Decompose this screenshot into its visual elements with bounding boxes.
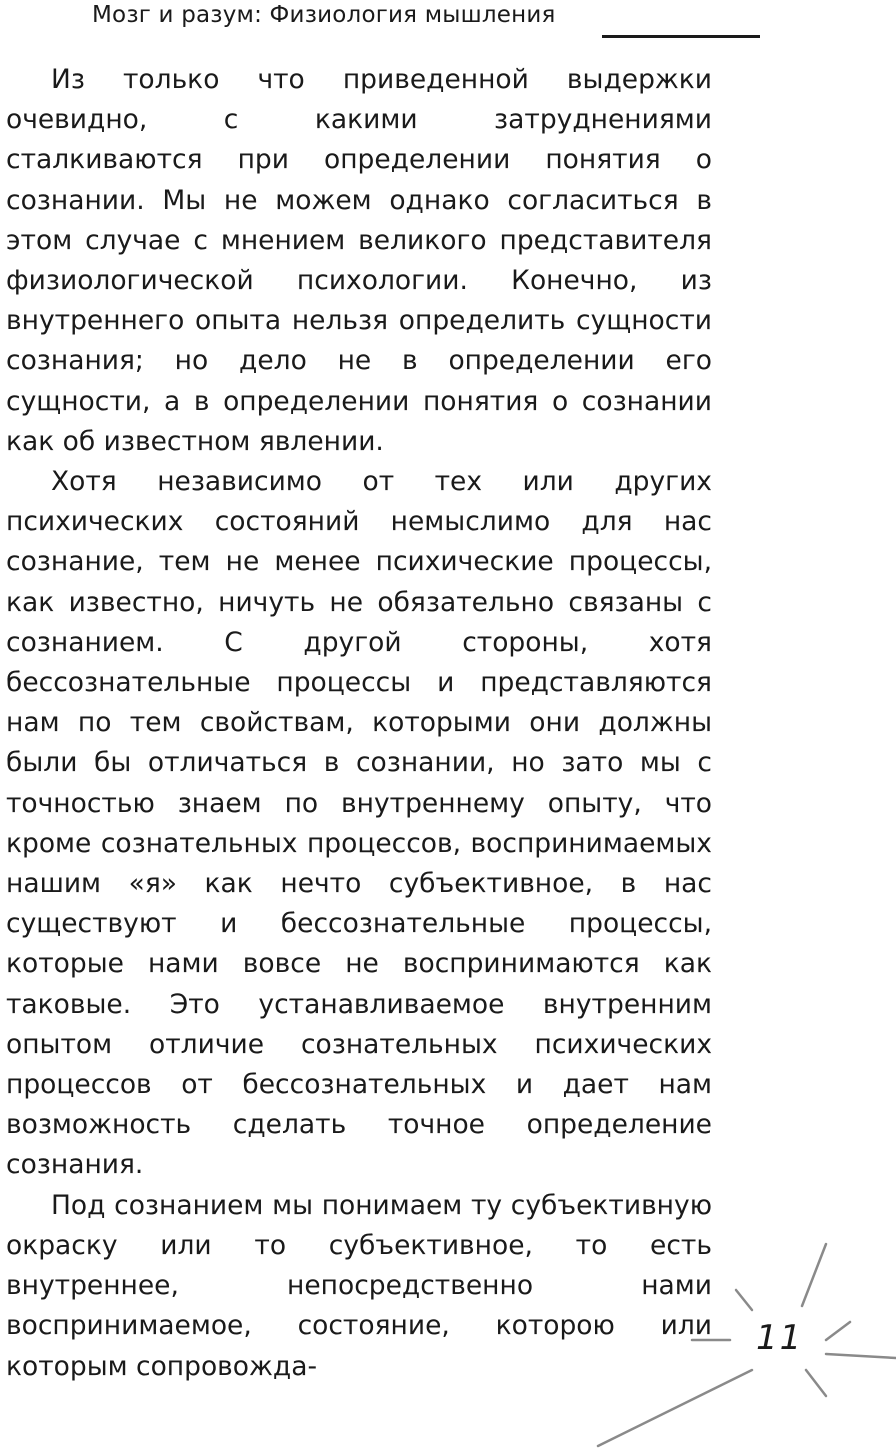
starburst-ray [826, 1354, 896, 1358]
starburst-ray [802, 1244, 826, 1306]
paragraph: Из только что приведенной выдержки очевидно, с какими затруднениями сталкиваются при определении понятия о сознании. Мы не можем однако согласиться в этом случае с мнением великого представителя физиологической психологии. Конечно, из внутреннего опыта нельзя определить сущности сознания; но дело не в определении его сущности, а в определении понятия о сознании как об известном явлении. [6, 64, 712, 457]
running-header: Мозг и разум: Физиология мышления [92, 2, 556, 28]
starburst-ray [826, 1322, 850, 1340]
paragraph: Хотя независимо от тех или других психических состояний немыслимо для нас сознание, тем не менее психические процессы, как известно, ничуть не обязательно связаны с сознанием. С другой стороны, хотя бессознательные процессы и представляются нам по тем свойствам, которыми они должны были бы отличаться в сознании, но зато мы с точностью знаем по внутреннему опыту, что кроме сознательных процессов, воспринимаемых нашим «я» как нечто субъективное, в нас существуют и бессознательные процессы, которые нами вовсе не воспринимаются как таковые. Это устанавливаемое внутренним опытом отличие сознательных психических процессов от бессознательных и дает нам возможность сделать точное определение сознания. [6, 466, 712, 1181]
header-rule [602, 35, 760, 38]
body-text [6, 60, 712, 1387]
starburst-ray [736, 1290, 752, 1310]
page-number: 11 [756, 1318, 804, 1358]
paragraph: Под сознанием мы понимаем ту субъективную окраску или то субъективное, то есть внутреннее, непосредственно нами воспринимаемое, состояние, которою или которым сопровожда- [6, 1189, 712, 1382]
starburst-ray [806, 1370, 826, 1396]
